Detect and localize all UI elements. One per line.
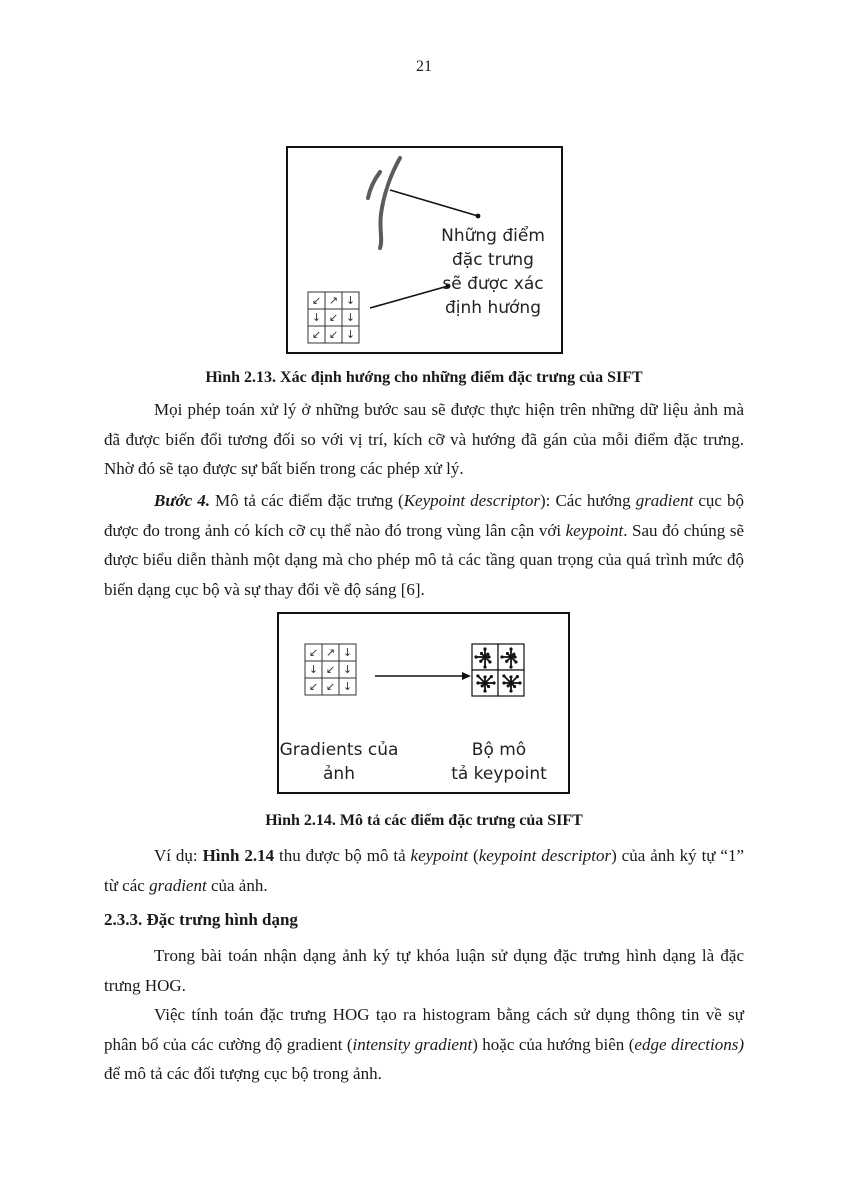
descriptor-arrow-head <box>509 665 512 668</box>
paragraph-step-4 <box>104 486 744 604</box>
pointer-dot <box>476 214 481 219</box>
descriptor-arrow-head <box>483 647 486 650</box>
descriptor-arrow-head <box>492 681 495 684</box>
term-keypoint-descriptor: Keypoint descriptor <box>403 491 541 510</box>
descriptor-arrow-head <box>480 652 483 655</box>
gradient-arrow-icon: ↓ <box>342 663 353 677</box>
descriptor-arrow-head <box>487 685 490 688</box>
gradient-arrow-icon: ↓ <box>342 680 353 694</box>
descriptor-arrow-head <box>502 674 505 677</box>
descriptor-arrow-head <box>509 647 512 650</box>
descriptor-arrow-head <box>505 660 508 663</box>
page-number: 21 <box>416 58 432 75</box>
text-span: Ví dụ: <box>154 846 203 865</box>
descriptor-arrow-head <box>513 685 516 688</box>
figure-reference: Hình 2.14 <box>202 846 275 865</box>
figure-keypoint-orientation <box>286 146 563 354</box>
descriptor-arrow-head <box>507 684 510 687</box>
descriptor-arrow-head <box>483 675 486 678</box>
term-keypoint: keypoint <box>565 520 624 540</box>
descriptor-arrow-head <box>479 660 482 663</box>
gradient-arrow-icon: ↓ <box>345 328 356 342</box>
gradient-arrow-icon: ↙ <box>311 294 322 308</box>
paragraph-example <box>104 841 744 900</box>
descriptor-arrow-head <box>487 655 490 658</box>
text-span: ) của ảnh ký tự “1” từ các <box>104 846 745 895</box>
pointer-line-to-stroke <box>390 190 478 216</box>
descriptor-arrow-head <box>481 684 484 687</box>
descriptor-arrow-head <box>516 675 519 678</box>
gradient-arrow-icon: ↙ <box>325 663 336 677</box>
descriptor-arrow-head <box>509 689 512 692</box>
descriptor-arrow-head <box>500 655 503 658</box>
gradient-arrow-icon: ↙ <box>311 328 322 342</box>
descriptor-grid <box>472 644 524 696</box>
step-label: Bước 4. <box>154 491 210 510</box>
descriptor-arrow-head <box>518 681 521 684</box>
descriptor-arrow-head <box>476 674 479 677</box>
term-intensity-gradient: intensity gradient <box>352 1034 473 1054</box>
gradient-arrow-icon: ↗ <box>325 646 336 660</box>
paragraph-hog-description <box>104 1000 744 1089</box>
text-span: ( <box>468 846 479 865</box>
text-span: cục bộ được đo trong ảnh có kích cỡ cụ thể nào đó trong vùng lân cận với <box>104 491 744 540</box>
term-keypoint-descriptor: keypoint descriptor <box>478 846 612 865</box>
text-span: thu được bộ mô tả <box>274 846 411 865</box>
figure-caption-2-13: Hình 2.13. Xác định hướng cho những điểm đặc trưng của SIFT <box>205 369 643 386</box>
gradients-label: Gradients của ảnh <box>279 740 399 784</box>
text-span: để mô tả các đối tượng cục bộ trong ảnh. <box>104 1064 382 1083</box>
text-span: Mô tả các điểm đặc trưng ( <box>210 491 404 510</box>
transform-arrow-head <box>462 672 471 680</box>
paragraph-transform-invariance: Mọi phép toán xử lý ở những bước sau sẽ được thực hiện trên những dữ liệu ảnh mà đã được biến đổi tương đối so với vị trí, kích cỡ và hướng đã gán của mỗi điểm đặc trưng. Nhờ đó sẽ tạo được sự bất biến trong các phép xử lý. <box>104 400 744 478</box>
descriptor-arrow-head <box>512 653 515 656</box>
text-span: Việc tính toán đặc trưng HOG tạo ra histogram bằng cách sử dụng thông tin về sự phân bố của các cường độ gradient ( <box>104 1005 744 1054</box>
handwritten-digit-one <box>368 158 400 248</box>
descriptor-arrow-head <box>506 652 509 655</box>
gradient-arrow-icon: ↓ <box>345 311 356 325</box>
term-edge-directions: edge directions) <box>634 1034 744 1054</box>
gradient-arrow-icon: ↙ <box>328 328 339 342</box>
term-gradient: gradient <box>635 491 694 510</box>
gradient-arrow-icon: ↓ <box>342 646 353 660</box>
figure-keypoint-descriptor <box>277 612 570 794</box>
text-span: ): Các hướng <box>540 491 636 510</box>
descriptor-label: Bộ mô tả keypoint <box>451 740 547 784</box>
figure-caption-2-14: Hình 2.14. Mô tả các điểm đặc trưng của SIFT <box>265 812 583 829</box>
text-span: của ảnh. <box>206 875 268 895</box>
gradient-grid <box>308 292 359 343</box>
gradient-arrow-icon: ↙ <box>308 646 319 660</box>
paragraph-hog-intro: Trong bài toán nhận dạng ảnh ký tự khóa luận sử dụng đặc trưng hình dạng là đặc trưng HOG. <box>104 946 744 995</box>
gradient-arrow-icon: ↓ <box>311 311 322 325</box>
keypoint-label: Những điểm đặc trưng sẽ được xác định hướng <box>441 226 545 318</box>
descriptor-arrow-head <box>474 655 477 658</box>
descriptor-arrow-head <box>502 681 505 684</box>
section-heading: 2.3.3. Đặc trưng hình dạng <box>104 910 298 929</box>
gradient-arrow-icon: ↙ <box>325 680 336 694</box>
descriptor-arrow-head <box>483 665 486 668</box>
term-keypoint: keypoint <box>410 846 469 865</box>
gradient-arrow-icon: ↓ <box>345 294 356 308</box>
descriptor-arrow-head <box>490 675 493 678</box>
descriptor-arrow-head <box>476 681 479 684</box>
gradient-arrow-icon: ↙ <box>308 680 319 694</box>
descriptor-arrow-head <box>514 660 517 663</box>
gradient-arrow-icon: ↓ <box>308 663 319 677</box>
text-span: . Sau đó chúng sẽ được biểu diễn thành một dạng mà cho phép mô tả các tầng quan trọng của quá trình mức độ biến dạng cục bộ và sự thay đổi về độ sáng [6]. <box>104 520 744 599</box>
gradient-arrow-icon: ↙ <box>328 311 339 325</box>
text-span: ) hoặc của hướng biên ( <box>472 1034 635 1054</box>
descriptor-arrow-head <box>513 655 516 658</box>
gradient-arrow-icon: ↗ <box>328 294 339 308</box>
descriptor-arrow-head <box>488 660 491 663</box>
descriptor-arrow-head <box>483 689 486 692</box>
term-gradient: gradient <box>149 875 207 895</box>
gradient-grid <box>305 644 356 695</box>
descriptor-arrow-head <box>486 653 489 656</box>
descriptor-arrow-head <box>509 675 512 678</box>
